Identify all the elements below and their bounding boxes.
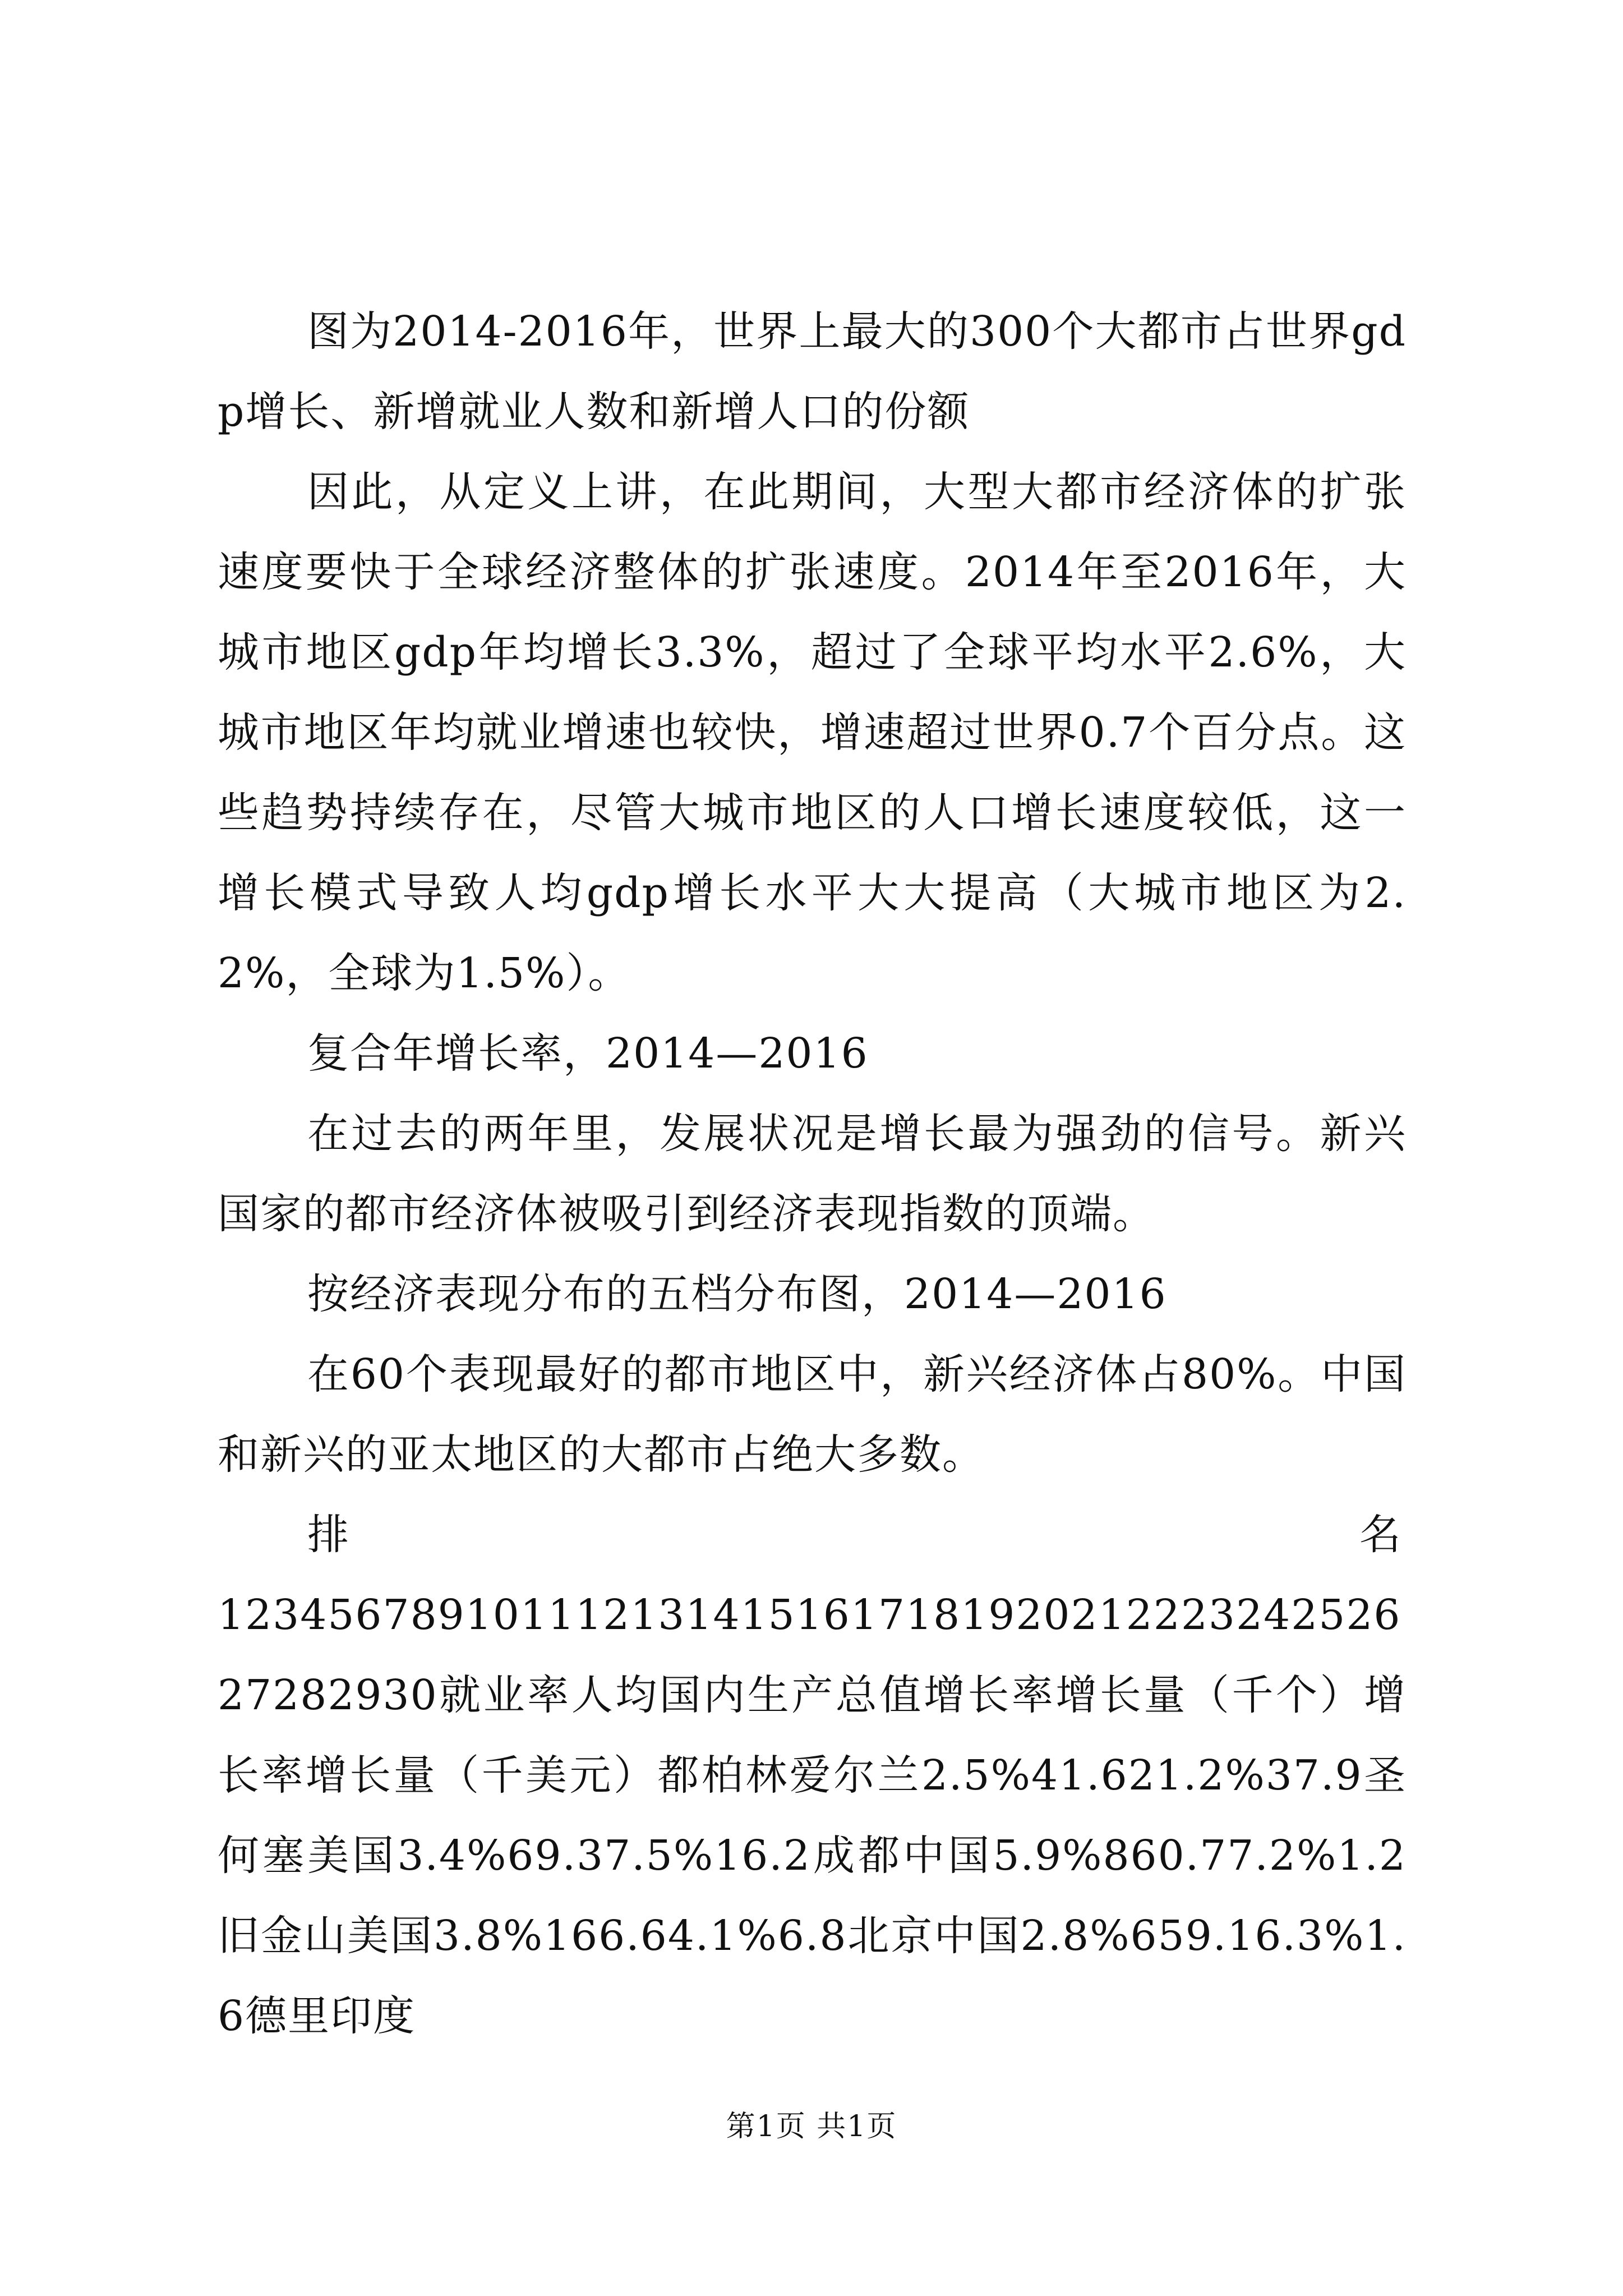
- page-footer: 第1页 共1页: [726, 2110, 897, 2143]
- paragraph-development-status: 在过去的两年里，发展状况是增长最为强劲的信号。新兴国家的都市经济体被吸引到经济表现指数的顶端。: [218, 1110, 1407, 1238]
- paragraph-growth-analysis: 因此，从定义上讲，在此期间，大型大都市经济体的扩张速度要快于全球经济整体的扩张速度。2014年至2016年，大城市地区gdp年均增长3.3%，超过了全球平均水平2.6%，大城市地区年均就业增速也较快，增速超过世界0.7个百分点。这些趋势持续存在，尽管大城市地区的人口增长速度较低，这一增长模式导致人均gdp增长水平大大提高（大城市地区为2.2%，全球为1.5%）。: [218, 468, 1407, 997]
- paragraph-cagr-heading: 复合年增长率，2014—2016: [307, 1029, 869, 1078]
- ranking-table-text: 123456789101112131415161718192021222324252627282930就业率人均国内生产总值增长率增长量（千个）增长率增长量（千美元）都柏林爱尔兰2.5%41.621.2%37.9圣何塞美国3.4%69.37.5%16.2成都中国5.9%860.77.2%1.2旧金山美国3.8%166.64.1%6.8北京中国2.8%659.16.3%1.6德里印度: [218, 1591, 1407, 2040]
- rank-header: [218, 1495, 1407, 1575]
- paragraph-figure-caption: 图为2014-2016年，世界上最大的300个大都市占世界gdp增长、新增就业人数和新增人口的份额: [218, 307, 1407, 436]
- paragraph-top-60: 在60个表现最好的都市地区中，新兴经济体占80%。中国和新兴的亚太地区的大都市占绝大多数。: [218, 1350, 1407, 1479]
- rank-header-right: 名: [1359, 1511, 1402, 1559]
- rank-header-left: 排: [307, 1511, 350, 1559]
- document-body: [218, 292, 1407, 2056]
- paragraph-quintile-heading: 按经济表现分布的五档分布图，2014—2016: [307, 1270, 1167, 1318]
